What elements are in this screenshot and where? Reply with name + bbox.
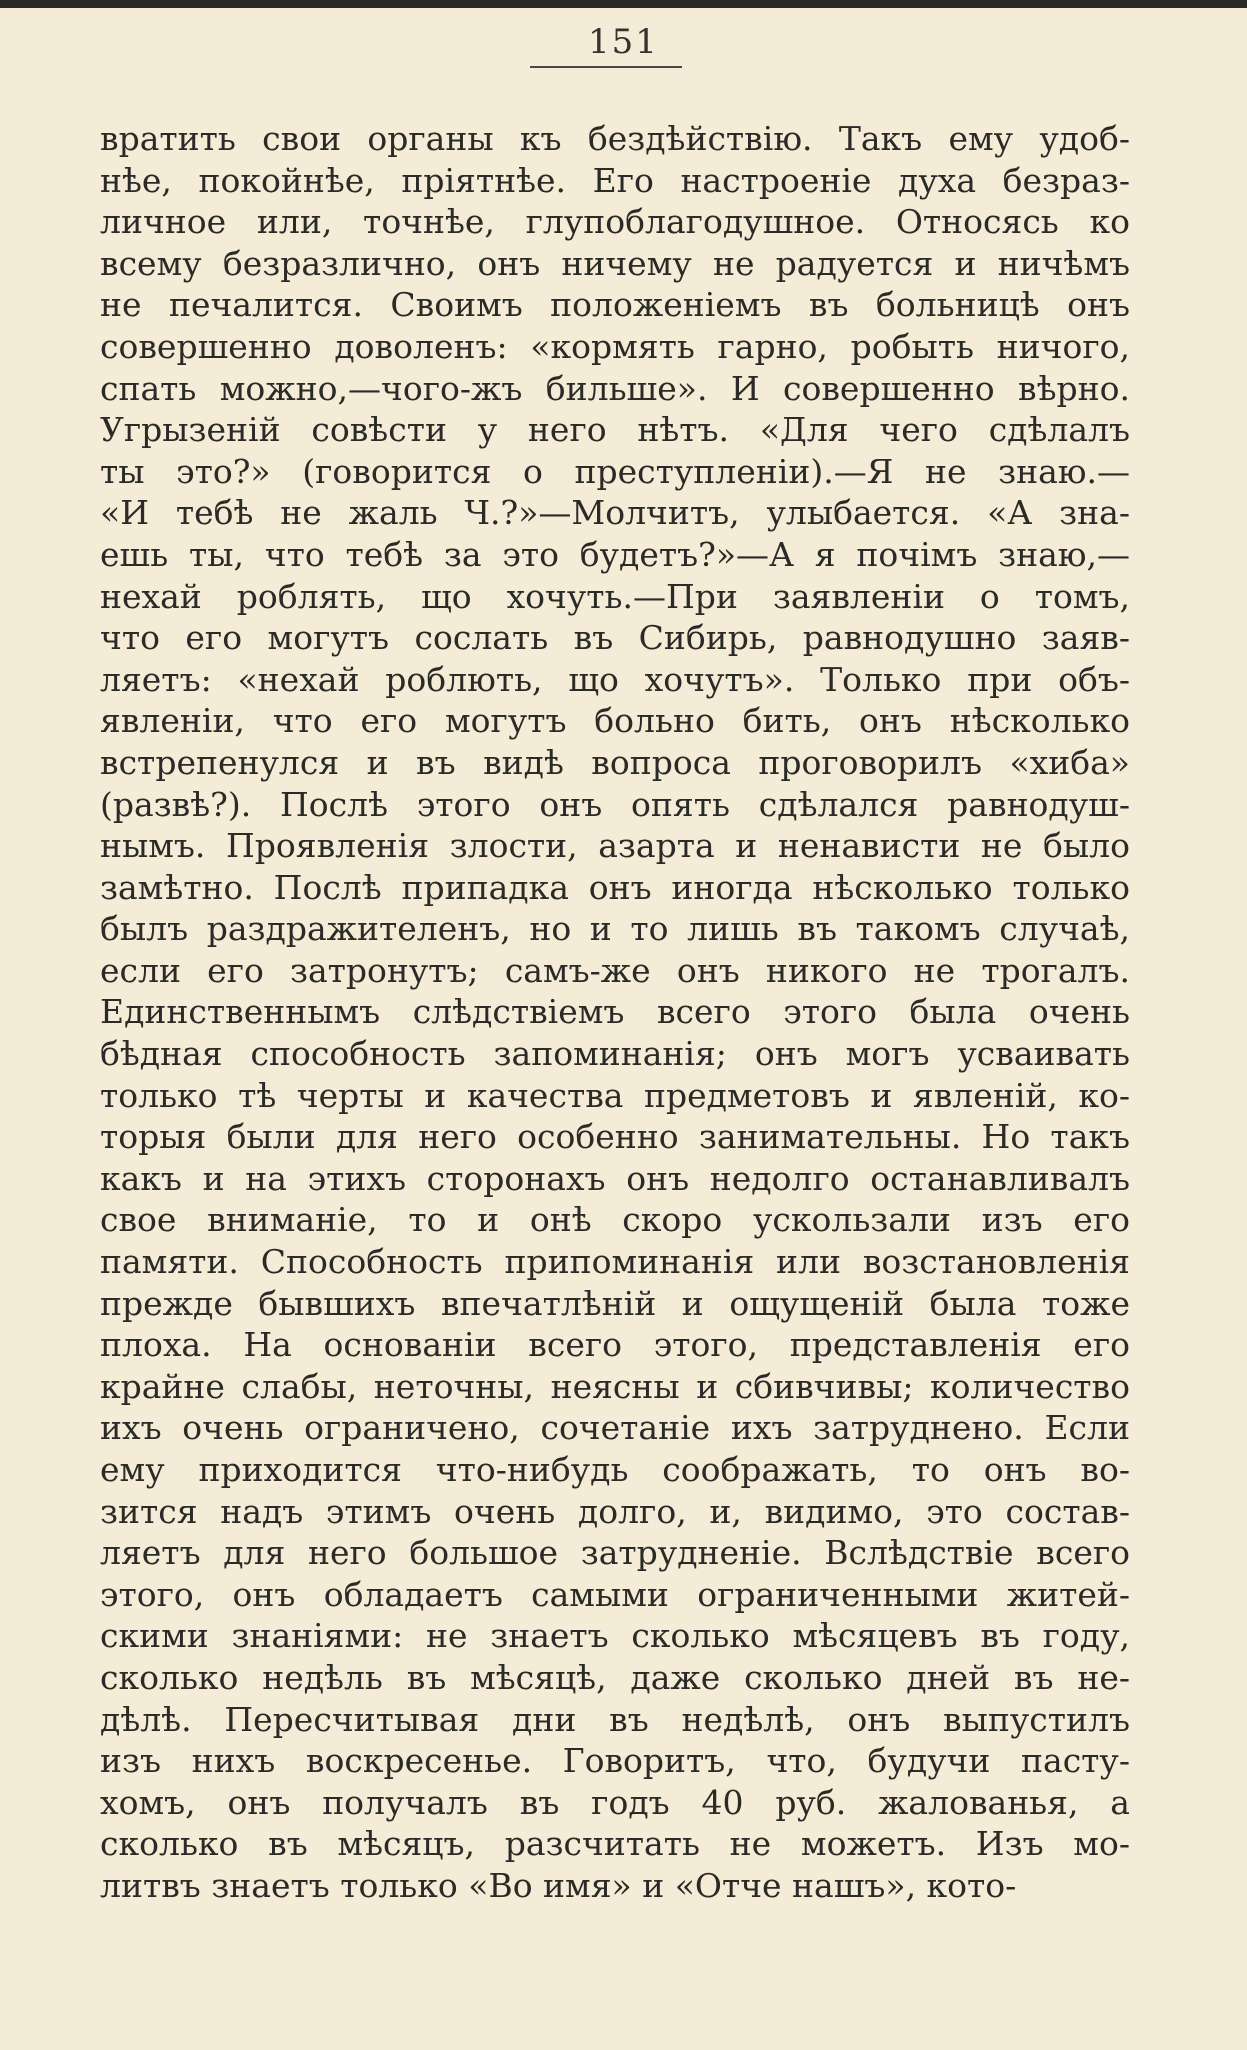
text-line: крайне слабы, неточны, неясны и сбивчивы; количество [100,1366,1130,1406]
text-line: ешь ты, что тебѣ за это будетъ?»—А я почiмъ знаю,— [100,534,1130,574]
text-line: нѣе, покойнѣе, прiятнѣе. Его настроенiе духа безраз- [100,160,1130,200]
text-line: памяти. Способность припоминанiя или возстановленiя [100,1242,1130,1282]
text-line: бѣдная способность запоминанiя; онъ могъ усваивать [100,1034,1130,1074]
text-line: литвъ знаетъ только «Во имя» и «Отче нашъ», кото- [100,1865,1017,1905]
text-line: дѣлѣ. Пересчитывая дни въ недѣлѣ, онъ выпустилъ [100,1699,1130,1739]
text-line: ляетъ для него большое затрудненiе. Вслѣдствiе всего [100,1533,1130,1573]
text-line: сколько въ мѣсяцъ, разсчитать не можетъ. Изъ мо- [100,1824,1130,1864]
body-text [100,118,1130,1907]
text-line: замѣтно. Послѣ припадка онъ иногда нѣсколько только [100,867,1130,907]
text-line: торыя были для него особенно занимательны. Но такъ [100,1117,1130,1157]
text-line: былъ раздражителенъ, но и то лишь въ такомъ случаѣ, [100,909,1130,949]
text-line: что его могутъ сослать въ Сибирь, равнодушно заяв- [100,618,1130,658]
text-line: вратить свои органы къ бездѣйствiю. Такъ ему удоб- [100,119,1130,158]
text-line: Единственнымъ слѣдствiемъ всего этого была очень [100,992,1130,1032]
page-number-rule [530,66,682,68]
text-line: сколько недѣль въ мѣсяцѣ, даже сколько дней въ не- [100,1657,1130,1697]
text-line: не печалится. Своимъ положенiемъ въ больницѣ онъ [100,285,1130,325]
text-line: изъ нихъ воскресенье. Говоритъ, что, будучи пасту- [100,1741,1130,1781]
text-line: нехай роблять, що хочуть.—При заявленiи о томъ, [100,576,1130,616]
text-line: хомъ, онъ получалъ въ годъ 40 руб. жалованья, а [100,1782,1130,1822]
page-top-edge [0,0,1247,8]
text-line: встрепенулся и въ видѣ вопроса проговорилъ «хиба» [100,742,1130,782]
text-line: этого, онъ обладаетъ самыми ограниченными житей- [100,1574,1130,1614]
text-line: (развѣ?). Послѣ этого онъ опять сдѣлался равнодуш- [100,784,1130,824]
text-line: совершенно доволенъ: «кормять гарно, робыть ничого, [100,326,1130,366]
text-line: ихъ очень ограничено, сочетанiе ихъ затруднено. Если [100,1408,1130,1448]
text-line: ляетъ: «нехай роблють, що хочутъ». Только при объ- [100,659,1130,699]
text-line: явленiи, что его могутъ больно бить, онъ нѣсколько [100,701,1130,741]
text-line: всему безразлично, онъ ничему не радуется и ничѣмъ [100,243,1130,283]
page-number: 151 [588,22,659,62]
text-line: спать можно,—чого-жъ бильше». И совершенно вѣрно. [100,368,1130,408]
text-line: скими знанiями: не знаетъ сколько мѣсяцевъ въ году, [100,1616,1130,1656]
text-line: «И тебѣ не жаль Ч.?»—Молчитъ, улыбается. «А зна- [100,493,1130,533]
text-line: какъ и на этихъ сторонахъ онъ недолго останавливалъ [100,1158,1130,1198]
text-line: нымъ. Проявленiя злости, азарта и ненависти не было [100,826,1130,866]
text-line: ты это?» (говорится о преступленiи).—Я не знаю.— [100,451,1130,491]
text-line: свое вниманiе, то и онѣ скоро ускользали изъ его [100,1200,1130,1240]
text-line: если его затронутъ; самъ-же онъ никого не трогалъ. [100,950,1130,990]
text-line: личное или, точнѣе, глупоблагодушное. Относясь ко [100,202,1130,242]
text-line: зится надъ этимъ очень долго, и, видимо, это состав- [100,1491,1130,1531]
text-line: только тѣ черты и качества предметовъ и явленiй, ко- [100,1075,1130,1115]
text-line: Угрызенiй совѣсти у него нѣтъ. «Для чего сдѣлалъ [100,410,1130,450]
text-line: ему приходится что-нибудь соображать, то онъ во- [100,1450,1130,1489]
text-line: прежде бывшихъ впечатлѣнiй и ощущенiй была тоже [100,1283,1130,1323]
text-line: плоха. На основанiи всего этого, представленiя его [100,1325,1130,1365]
